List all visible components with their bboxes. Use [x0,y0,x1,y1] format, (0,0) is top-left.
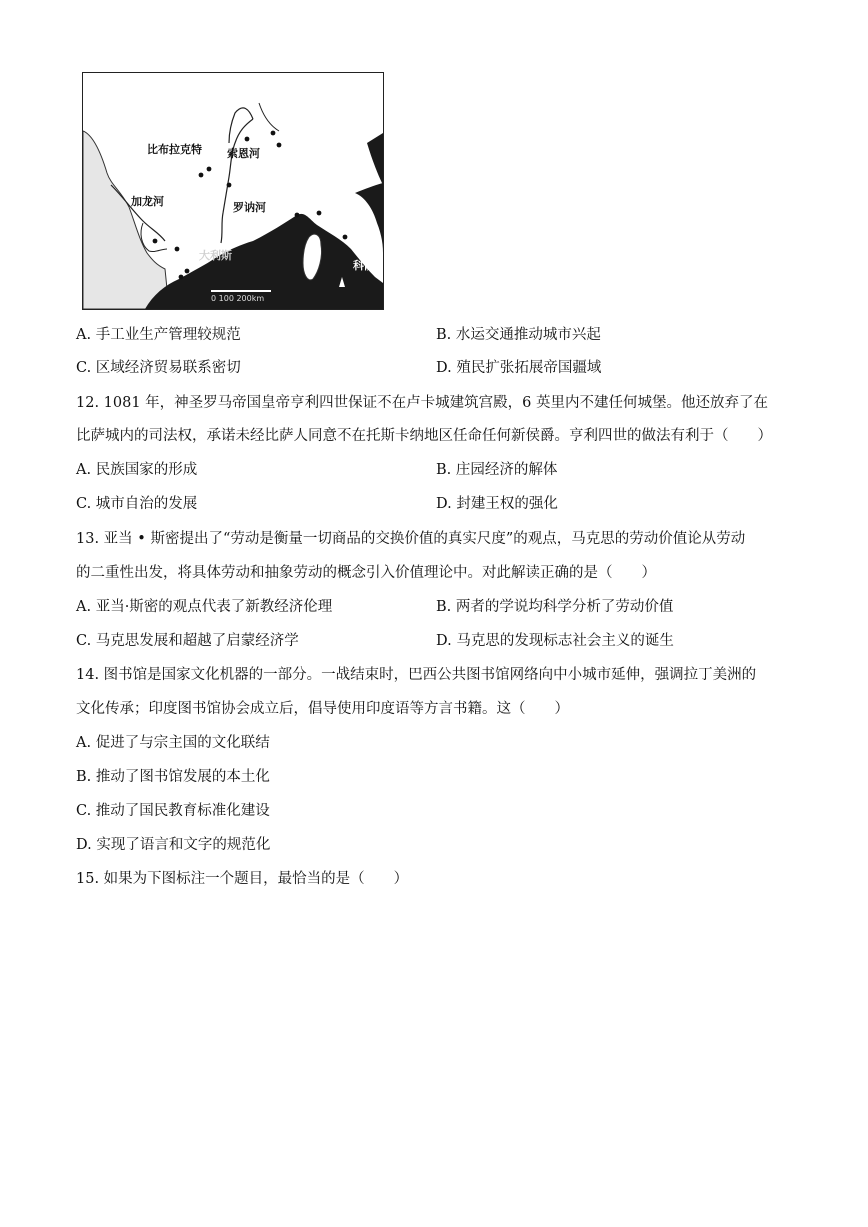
scale-label: 0 100 200km [211,294,265,303]
city-dot [179,275,184,280]
city-dot [175,247,180,252]
q13-option-c[interactable]: C. 马克思发展和超越了启蒙经济学 [76,633,299,649]
label-dalisi: 大利斯 [199,249,232,262]
q14-option-c[interactable]: C. 推动了国民教育标准化建设 [76,803,270,819]
q12-stem-line1: 12. 1081 年，神圣罗马帝国皇帝亨利四世保证不在卢卡城建筑宫殿，6 英里内不建任何城堡。他还放弃了在 [76,395,769,411]
q13-stem-line2: 的二重性出发，将具体劳动和抽象劳动的概念引入价值理论中。对此解读正确的是（ ） [76,565,656,581]
city-dot [277,143,282,148]
q11-option-c[interactable]: C. 区域经济贸易联系密切 [76,360,241,376]
adriatic-shadow [367,133,383,185]
q12-option-b[interactable]: B. 庄园经济的解体 [436,462,558,478]
label-garonne: 加龙河 [131,195,164,208]
q12-stem-line2: 比萨城内的司法权，承诺未经比萨人同意不在托斯卡纳地区任命任何新侯爵。亨利四世的做法有利于（ ） [76,428,772,444]
city-dot [227,183,232,188]
label-corsica: 科萨 [353,259,375,272]
saone-river [229,108,253,143]
city-dot [295,213,300,218]
q14-stem-line1: 14. 图书馆是国家文化机器的一部分。一战结束时，巴西公共图书馆网络向中小城市延伸，强调拉丁美洲的 [76,667,757,683]
q14-stem-line2: 文化传承；印度图书馆协会成立后，倡导使用印度语等方言书籍。这（ ） [76,701,569,717]
q12-option-a[interactable]: A. 民族国家的形成 [76,462,198,478]
map-figure [82,72,384,310]
city-dot [185,269,190,274]
city-dot [153,239,158,244]
q11-option-d[interactable]: D. 殖民扩张拓展帝国疆域 [436,360,602,376]
city-dot [317,211,322,216]
q13-option-a[interactable]: A. 亚当·斯密的观点代表了新教经济伦理 [76,599,333,615]
q12-option-d[interactable]: D. 封建王权的强化 [436,496,558,512]
garonne-tributary [141,223,167,252]
q14-option-a[interactable]: A. 促进了与宗主国的文化联结 [76,735,270,751]
city-dot [207,167,212,172]
label-saone: 索恩河 [227,147,260,160]
italy-coast [355,183,383,253]
q11-option-a[interactable]: A. 手工业生产管理较规范 [76,327,241,343]
q13-stem-line1: 13. 亚当 • 斯密提出了“劳动是衡量一切商品的交换价值的真实尺度”的观点，马克思的劳动价值论从劳动 [76,531,746,547]
q12-option-c[interactable]: C. 城市自治的发展 [76,496,198,512]
q14-option-d[interactable]: D. 实现了语言和文字的规范化 [76,837,271,853]
q13-option-b[interactable]: B. 两者的学说均科学分析了劳动价值 [436,599,674,615]
city-dot [245,137,250,142]
city-dot [343,235,348,240]
label-rhone: 罗讷河 [233,201,266,214]
q13-option-d[interactable]: D. 马克思的发现标志社会主义的诞生 [436,633,674,649]
atlantic-coast [83,131,169,309]
q11-option-b[interactable]: B. 水运交通推动城市兴起 [436,327,601,343]
label-biblaket: 比布拉克特 [147,143,202,156]
city-dot [271,131,276,136]
q14-option-b[interactable]: B. 推动了图书馆发展的本土化 [76,769,270,785]
river-tributary [259,103,279,131]
city-dot [199,173,204,178]
q15-stem-line1: 15. 如果为下图标注一个题目，最恰当的是（ ） [76,871,409,887]
gaul-map [83,73,383,309]
